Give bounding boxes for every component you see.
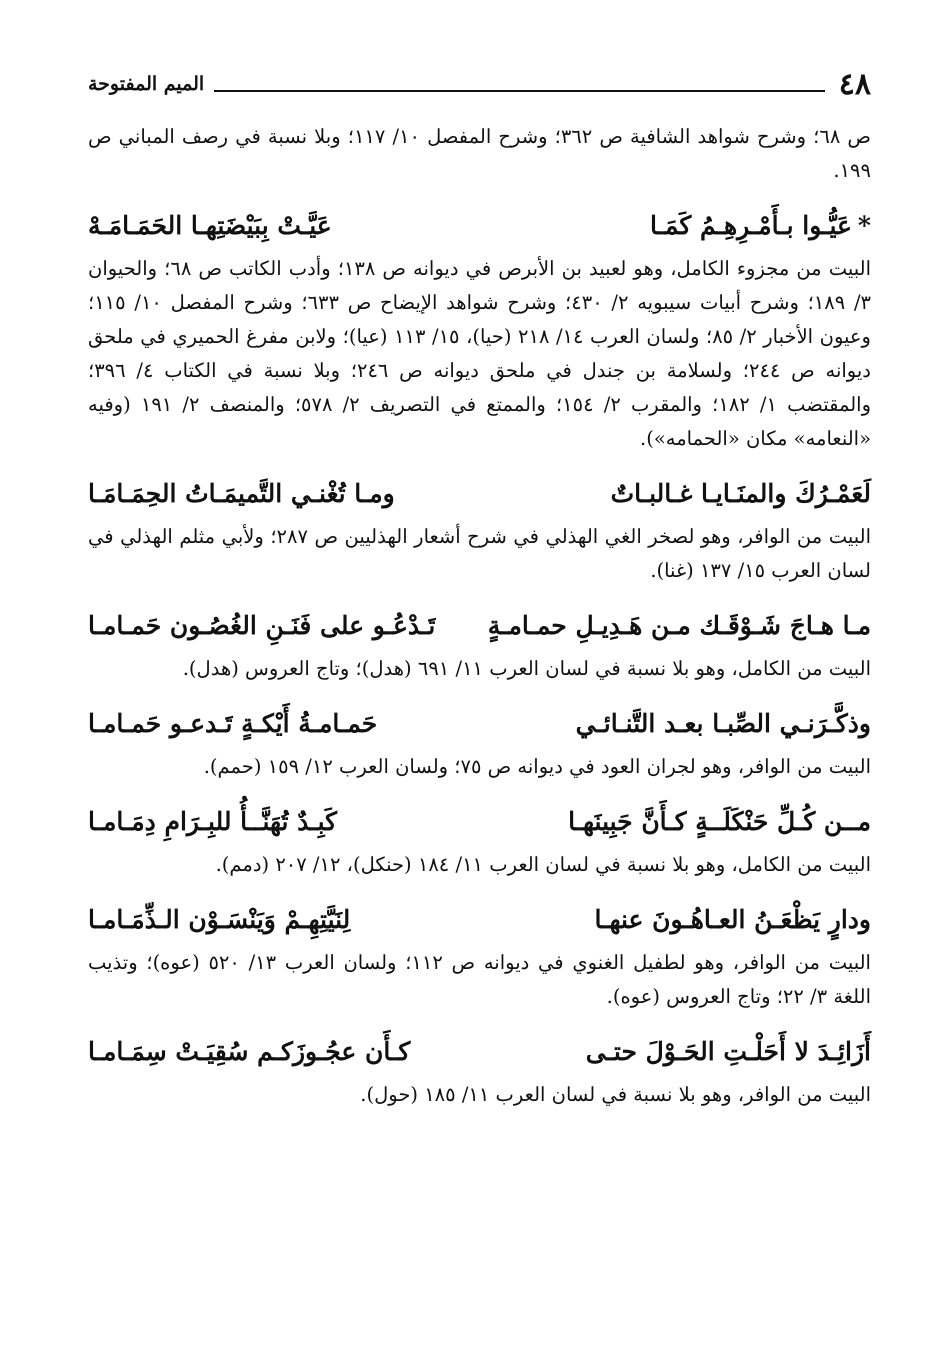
intro-note: ص ٦٨؛ وشرح شواهد الشافية ص ٣٦٢؛ وشرح المفصل ١٠/ ١١٧؛ وبلا نسبة في رصف المباني ص ١٩٩. <box>88 125 871 182</box>
verse-6-first-hemistich: ودارٍ يَظْعَـنُ العـاهُـونَ عنهـا <box>594 905 871 934</box>
verse-2-note: البيت من الوافر، وهو لصخر الغي الهذلي في شرح أشعار الهذليين ص ٢٨٧؛ ولأبي مثلم الهذلي في لسان العرب ١٥/ ١٣٧ (غنا). <box>88 525 871 582</box>
verse-2-first-hemistich: لَعَمْـرُكَ والمنَـايـا غـالبـاتٌ <box>610 479 871 508</box>
verse-1-note: البيت من مجزوء الكامل، وهو لعبيد بن الأبرص في ديوانه ص ١٣٨؛ وأدب الكاتب ص ٦٨؛ والحيوان ٣/ ١٨٩؛ وشرح أبيات سيبويه ٢/ ٤٣٠؛ وشرح شواهد الإيضاح ص ٦٣٣؛ وشرح المفصل ١٠/ ١١٥؛ وعيون الأخبار ٢/ ٨٥؛ ولسان العرب ١٤/ ٢١٨ (حيا)، ١٥/ ١١٣ (عيا)؛ ولابن مفرغ الحميري في ملحق ديوانه ص ٢٤٤؛ ولسلامة بن جندل في ملحق ديوانه ص ٢٤٦؛ وبلا نسبة في الكتاب ٤/ ٣٩٦؛ والمقتضب ١/ ١٨٢؛ والمقرب ٢/ ١٥٤؛ والممتع في التصريف ٢/ ٥٧٨؛ والمنصف ٢/ ١٩١ (وفيه «النعامه» مكان «الحمامه»). <box>88 257 872 450</box>
verse-4-note: البيت من الوافر، وهو لجران العود في ديوانه ص ٧٥؛ ولسان العرب ١٢/ ١٥٩ (حمم). <box>203 755 871 778</box>
verse-3 <box>88 606 871 646</box>
verse-5 <box>88 802 871 842</box>
page-number: ٤٨ <box>838 66 871 102</box>
verse-3-second-hemistich: تَـدْعُـو على فَنَـنِ الغُصُـون حَمـامـا <box>88 611 436 640</box>
verse-1-first-hemistich: *عَيُّـوا بـأَمْـرِهِـمُ كَمَـا <box>650 211 871 240</box>
verse-4-first-hemistich: وذكَّـرَنـي الصِّبـا بعـد التَّنـائـي <box>575 709 871 738</box>
verse-2 <box>88 474 871 514</box>
verse-1 <box>88 206 871 246</box>
page-content <box>88 120 871 1112</box>
verse-marker: * <box>857 211 871 240</box>
verse-3-first-hemistich: مـا هـاجَ شَـوْقَـك مـن هَـدِيـلِ حمـامـةٍ <box>487 611 871 640</box>
verse-2-second-hemistich: ومـا تُغْنـي التَّميمَـاتُ الحِمَـامَـا <box>88 479 395 508</box>
verse-4-second-hemistich: حَمـامـةُ أَيْكـةٍ تَـدعـو حَمـامـا <box>88 709 378 738</box>
verse-1-second-hemistich: عَيَّـتْ بِبَيْضَتِهـا الحَمَـامَـهْ <box>88 211 332 240</box>
page-header <box>88 62 871 106</box>
verse-5-second-hemistich: كَبِـدٌ تُهَنَّــأُ للبِـرَامِ دِمَـامـا <box>88 807 338 836</box>
verse-7-first-hemistich: أَزَائِـدَ لا أَحَلْـتِ الحَـوْلَ حتـى <box>585 1037 871 1066</box>
verse-4 <box>88 704 871 744</box>
verse-6-second-hemistich: لِنَيَّتِهِـمْ وَيَنْسَـوْن الـذِّمَـامـا <box>88 905 351 934</box>
verse-7-note: البيت من الوافر، وهو بلا نسبة في لسان العرب ١١/ ١٨٥ (حول). <box>360 1083 871 1106</box>
verse-6 <box>88 900 871 940</box>
verse-7-second-hemistich: كـأَن عجُـوزَكـم سُقِيَـتْ سِمَـامـا <box>88 1037 411 1066</box>
header-rule <box>214 90 825 92</box>
verse-6-note: البيت من الوافر، وهو لطفيل الغنوي في ديوانه ص ١١٢؛ ولسان العرب ١٣/ ٥٢٠ (عوه)؛ وتذيب اللغة ٣/ ٢٢؛ وتاج العروس (عوه). <box>88 951 871 1008</box>
verse-3-note: البيت من الكامل، وهو بلا نسبة في لسان العرب ١١/ ٦٩١ (هدل)؛ وتاج العروس (هدل). <box>182 657 871 680</box>
verse-5-first-hemistich: مــن كُـلِّ حَنْكَلَــةٍ كـأَنَّ جَبِينَهـا <box>568 807 871 836</box>
running-title: الميم المفتوحة <box>88 73 205 95</box>
verse-7 <box>88 1032 871 1072</box>
verse-5-note: البيت من الكامل، وهو بلا نسبة في لسان العرب ١١/ ١٨٤ (حنكل)، ١٢/ ٢٠٧ (دمم). <box>215 853 871 876</box>
